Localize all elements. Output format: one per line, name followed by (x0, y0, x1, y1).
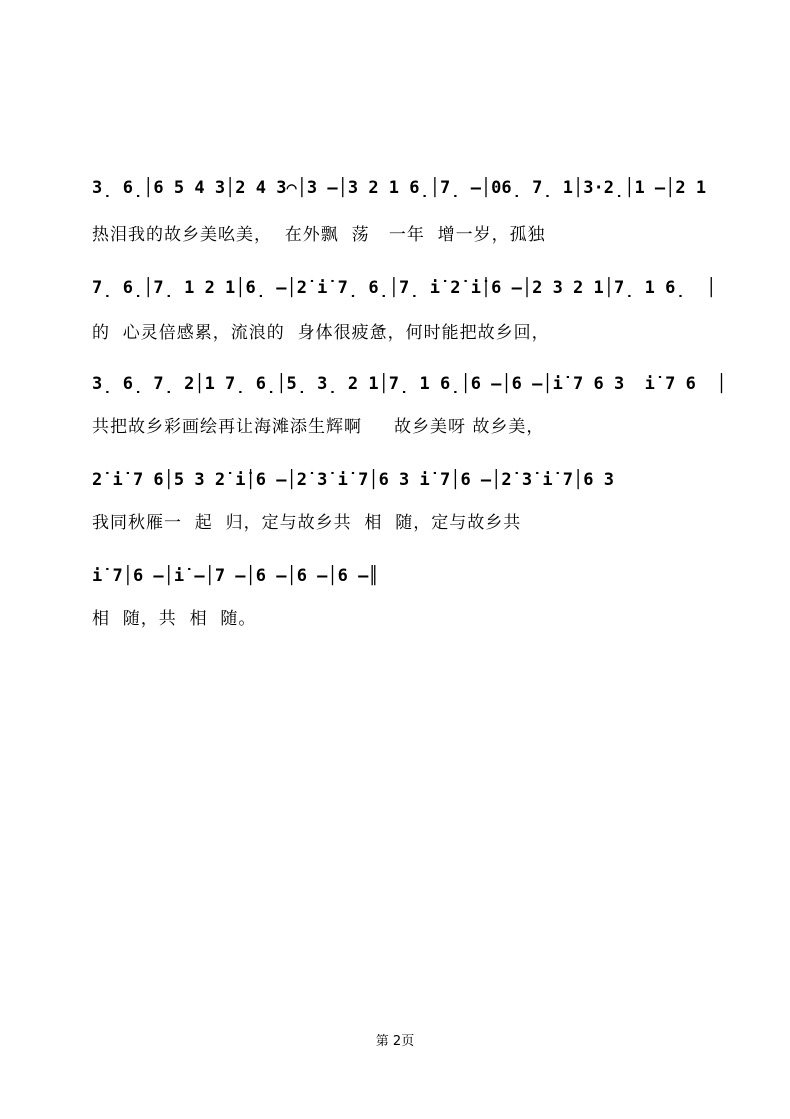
notation-line-4: 2̇ i̇ 7 6│5 3 2̇ i̇│6 –│2̇ 3̇ i̇ 7│6 3 i̇ 7│6 –│2̇ 3̇ i̇ 7│6 3 (92, 470, 614, 490)
notation-line-1: 3̣ 6̣│6 5 4 3│2 4 3⌒│3 –│3 2 1 6̣│7̣ –│06̣ 7̣ 1│3·2̣│1 –│2 1 (92, 178, 707, 198)
lyrics-line-3: 共把故乡彩画绘再让海滩添生辉啊 故乡美呀 故乡美， (92, 417, 545, 437)
lyrics-line-4: 我同秋雁一 起 归，定与故乡共 相 随，定与故乡共 (92, 513, 522, 533)
page-number: 第 2页 (375, 1034, 415, 1049)
notation-line-2: 7̣ 6̣│7̣ 1 2 1│6̣ –│2̇ i̇ 7̣ 6̣│7̣ i̇ 2̇ i̇│6 –│2 3 2 1│7̣ 1 6̣ │ (92, 278, 717, 298)
lyrics-line-5: 相 随，共 相 随。 (92, 609, 257, 629)
notation-line-5: i̇ 7│6 –│i̇ –│7 –│6 –│6 –│6 –║ (92, 566, 379, 586)
lyrics-line-1: 热泪我的故乡美吆美， 在外飘 荡 一年 增一岁，孤独 (92, 225, 546, 245)
notation-line-3: 3̣ 6̣ 7̣ 2│1 7̣ 6̣│5̣ 3̣ 2 1│7̣ 1 6̣│6 –│6 –│i̇ 7 6 3 i̇ 7 6 │ (92, 374, 727, 394)
lyrics-line-2: 的 心灵倍感累，流浪的 身体很疲惫，何时能把故乡回， (92, 323, 550, 343)
